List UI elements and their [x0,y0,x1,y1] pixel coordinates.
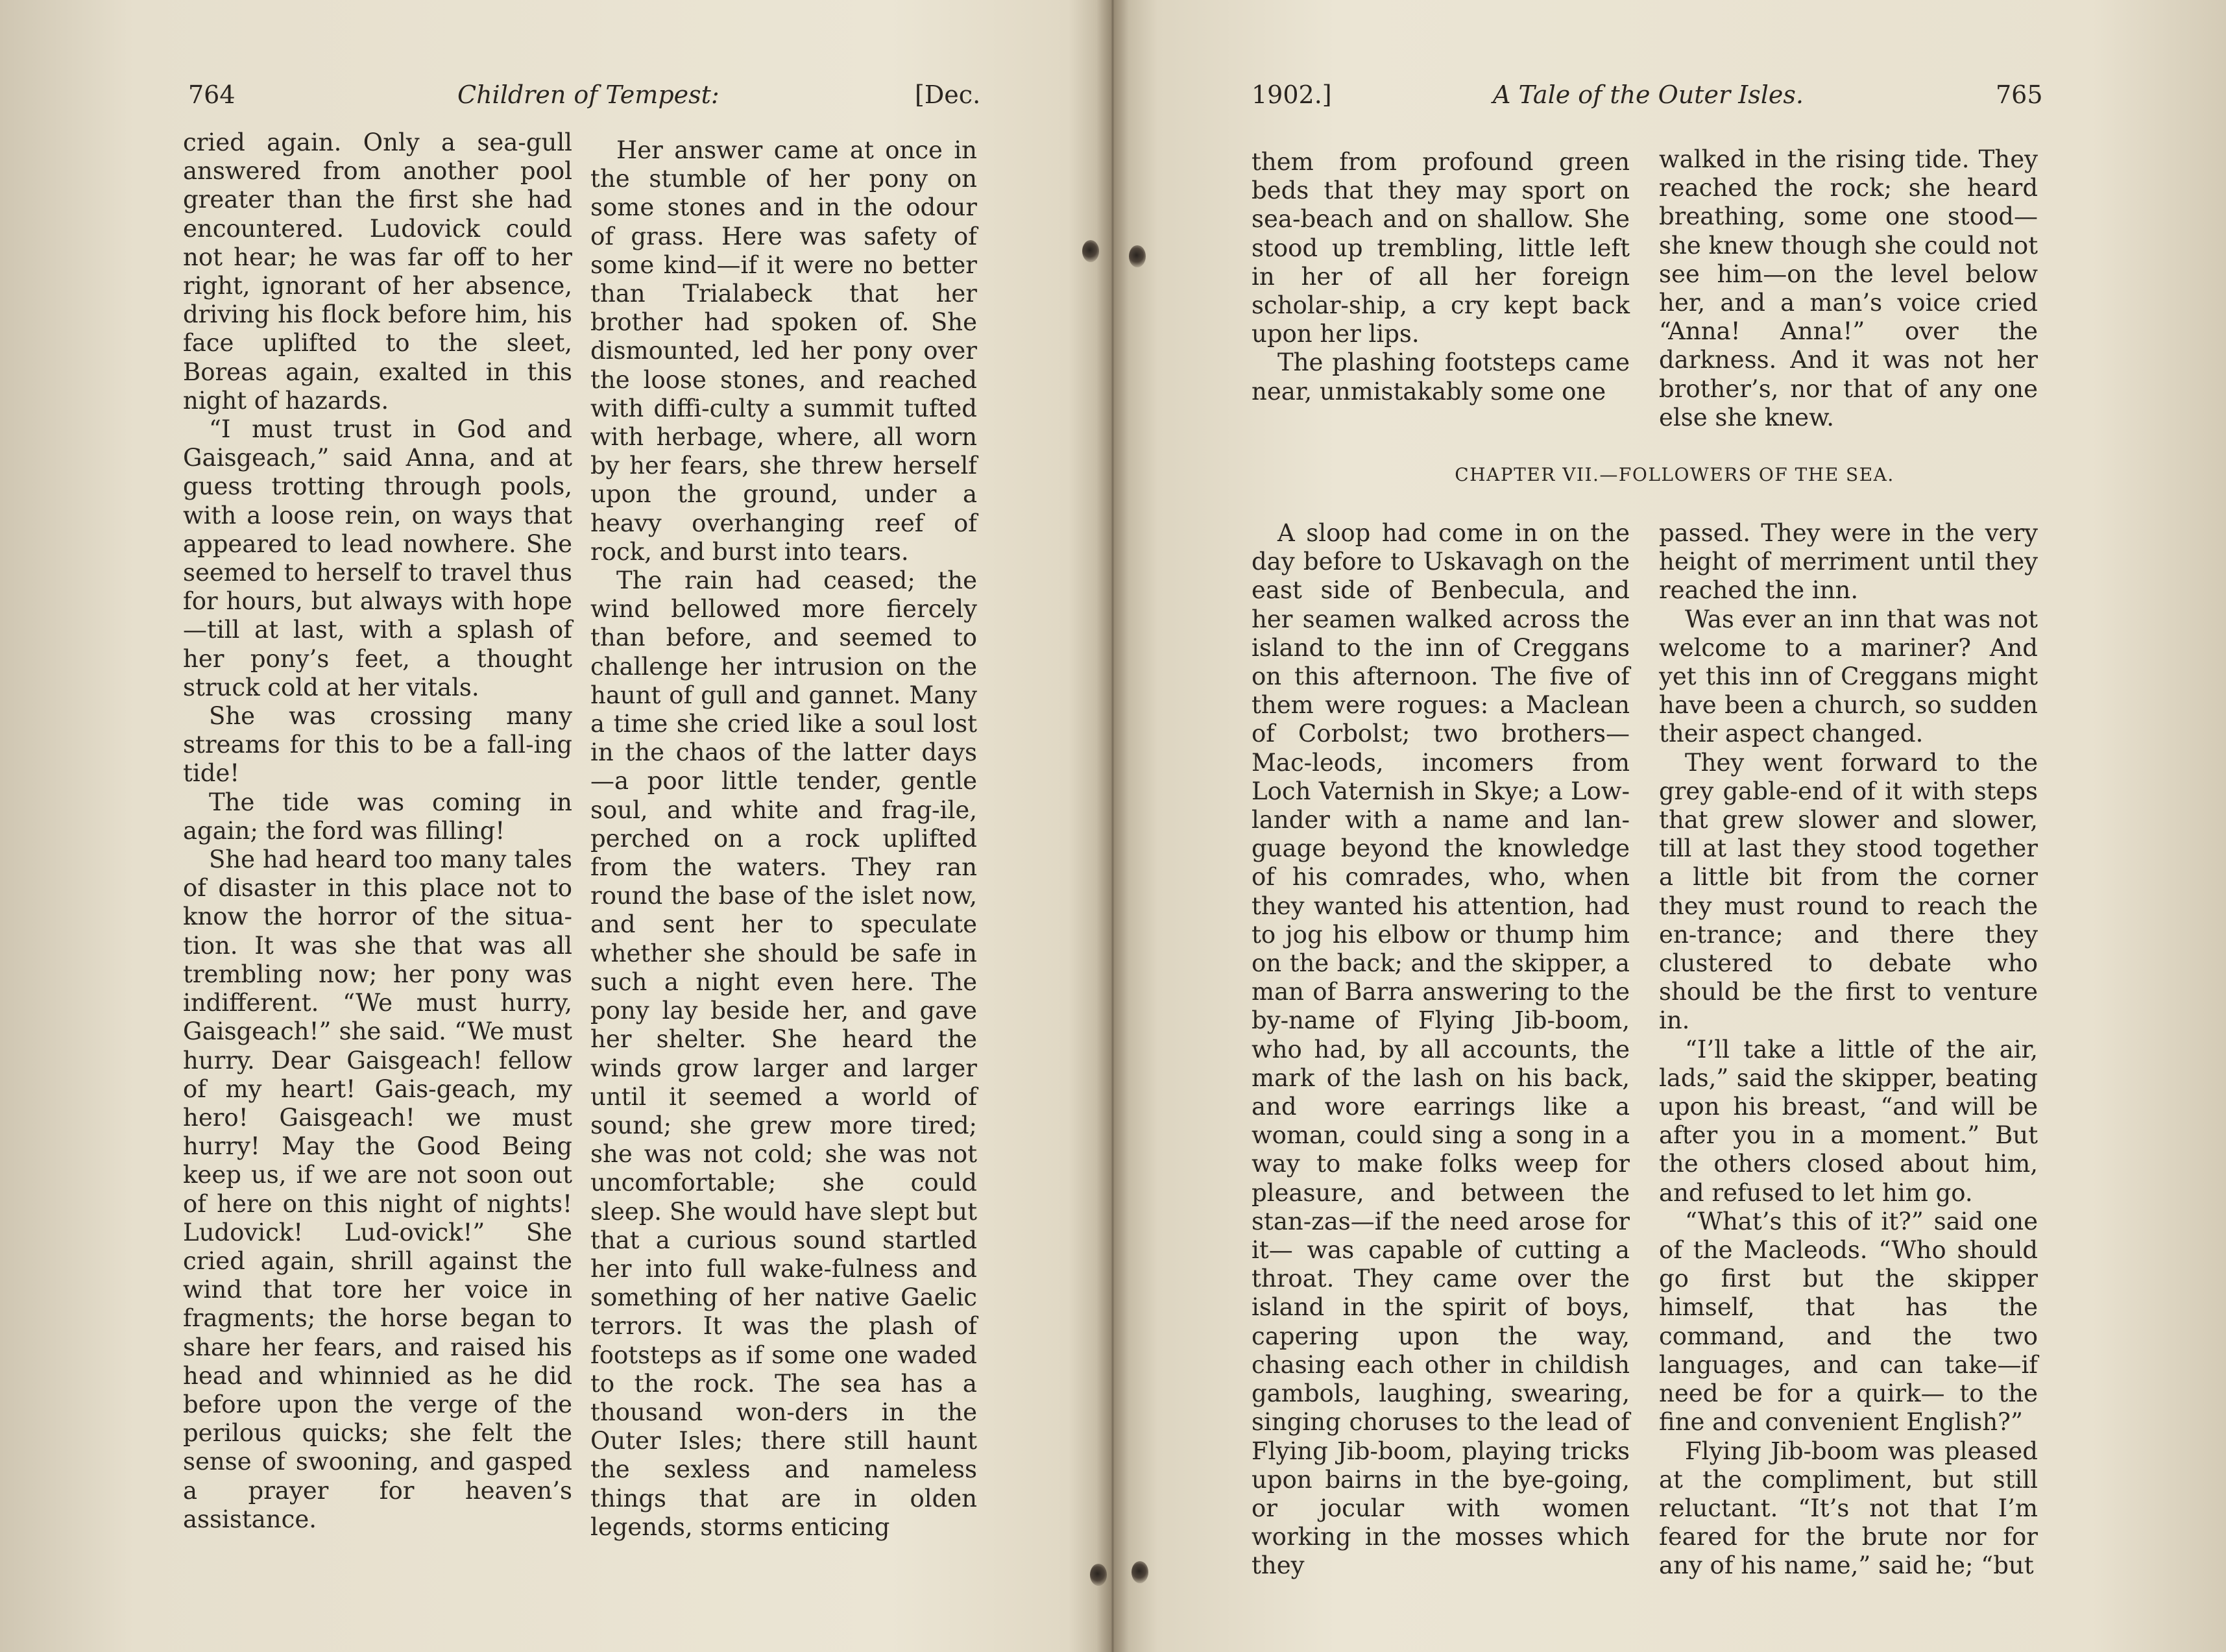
right-page [1123,0,2226,1652]
left-column-2 [590,136,977,1564]
paragraph: “What’s this of it?” said one of the Macleods. “Who should go first but the skipper himself, that has the command, and the two languages, and can take—if need be for a quirk— to the fine and convenient English?” [1659,1207,2038,1437]
left-running-date: [Dec. [915,80,981,109]
paragraph: She had heard too many tales of disaster in this place not to know the horror of the situa-tion. It was she that was all trembling now; her pony was indifferent. “We must hurry, Gaisgeach!” she said. “We must hurry. Dear Gaisgeach! fellow of my heart! Gais-geach, my hero! Gaisgeach! we must hurry! May the Good Being keep us, if we are not soon out of here on this night of nights! Ludovick! Lud-ovick!” She cried again, shrill against the wind that tore her voice in fragments; the horse began to share her fears, and raised his head and whinnied as he did before upon the verge of the perilous quicks; she felt the sense of swooning, and gasped a prayer for heaven’s assistance. [183,845,572,1533]
paragraph: Was ever an inn that was not welcome to a mariner? And yet this inn of Creggans might have been a church, so sudden their aspect changed. [1659,605,2038,748]
paragraph: The plashing footsteps came near, unmistakably some one [1252,348,1630,406]
right-top-column-1 [1252,148,1630,407]
paragraph: cried again. Only a sea-gull answered from another pool greater than the first she had encountered. Ludovick could not hear; he was far off to her right, ignorant of her absence, driving his flock before him, his face uplifted to the sleet, Boreas again, exalted in this night of hazards. [183,128,572,415]
paragraph: She was crossing many streams for this to be a fall-ing tide! [183,702,572,788]
right-running-header [1123,77,2226,113]
paragraph: passed. They were in the very height of merriment until they reached the inn. [1659,519,2038,605]
paragraph: The rain had ceased; the wind bellowed more fiercely than before, and seemed to challenge her intrusion on the haunt of gull and gannet. Many a time she cried like a soul lost in the chaos of the latter days—a poor little tender, gentle soul, and white and frag-ile, perched on a rock uplifted from the waters. They ran round the base of the islet now, and sent her to speculate whether she should be safe in such a night even here. The pony lay beside her, and gave her shelter. She heard the winds grow larger and larger until it seemed a world of sound; she grew more tired; she was not cold; she was not uncomfortable; she could sleep. She would have slept but that a curious sound startled her into full wake-fulness and something of her native Gaelic terrors. It was the plash of footsteps as if some one waded to the rock. The sea has a thousand won-ders in the Outer Isles; there still haunt the sexless and nameless things that are in olden legends, storms enticing [590,566,977,1541]
right-running-date: 1902.] [1252,80,1332,109]
left-page [0,0,1103,1652]
left-page-number: 764 [188,80,236,109]
paragraph: Her answer came at once in the stumble of her pony on some stones and in the odour of grass. Here was safety of some kind—if it were no better than Trialabeck that her brother had spoken of. She dismounted, led her pony over the loose stones, and reached with diffi-culty a summit tufted with herbage, where, all worn by her fears, she threw herself upon the ground, under a heavy overhanging reef of rock, and burst into tears. [590,136,977,566]
paragraph: “I must trust in God and Gaisgeach,” said Anna, and at guess trotting through pools, with a loose rein, on ways that appeared to lead nowhere. She seemed to herself to travel thus for hours, but always with hope —till at last, with a splash of her pony’s feet, a thought struck cold at her vitals. [183,415,572,701]
paragraph: them from profound green beds that they may sport on sea-beach and on shallow. She stood up trembling, little left in her of all her foreign scholar-ship, a cry kept back upon her lips. [1252,148,1630,348]
binding-hole [1090,1564,1107,1586]
paragraph: The tide was coming in again; the ford was filling! [183,788,572,845]
right-running-title: A Tale of the Outer Isles. [1493,80,1804,109]
paragraph: A sloop had come in on the day before to Uskavagh on the east side of Benbecula, and her seamen walked across the island to the inn of Creggans on this afternoon. The five of them were rogues: a Maclean of Corbolst; two brothers—Mac-leods, incomers from Loch Vaternish in Skye; a Low-lander with a name and lan-guage beyond the knowledge of his comrades, who, when they wanted his attention, had to jog his elbow or thump him on the back; and the skipper, a man of Barra answering to the by-name of Flying Jib-boom, who had, by all accounts, the mark of the lash on his back, and wore earrings like a woman, could sing a song in a way to make folks weep for pleasure, and between the stan-zas—if the need arose for it— was capable of cutting a throat. They came over the island in the spirit of boys, capering upon the way, chasing each other in childish gambols, laughing, swearing, singing choruses to the lead of Flying Jib-boom, playing tricks upon bairns in the bye-going, or jocular with women working in the mosses which they [1252,519,1630,1580]
chapter-heading: CHAPTER VII.—FOLLOWERS OF THE SEA. [1455,464,1894,485]
right-page-number: 765 [1996,80,2043,109]
right-column-1 [1252,519,1630,1580]
right-top-column-2 [1659,145,2038,431]
left-column-1 [183,128,572,1556]
left-running-header [0,77,1103,113]
paragraph: walked in the rising tide. They reached the rock; she heard breathing, some one stood— she knew though she could not see him—on the level below her, and a man’s voice cried “Anna! Anna!” over the darkness. And it was not her brother’s, nor that of any one else she knew. [1659,145,2038,431]
paragraph: Flying Jib-boom was pleased at the compliment, but still reluctant. “It’s not that I’m feared for the brute nor for any of his name,” said he; “but [1659,1437,2038,1580]
binding-hole [1082,240,1099,262]
right-column-2 [1659,519,2038,1580]
paragraph: “I’ll take a little of the air, lads,” said the skipper, beating upon his breast, “and will be after you in a moment.” But the others closed about him, and refused to let him go. [1659,1035,2038,1207]
paragraph: They went forward to the grey gable-end of it with steps that grew slower and slower, till at last they stood together a little bit from the corner they must round to reach the en-trance; and there they clustered to debate who should be the first to venture in. [1659,748,2038,1035]
left-running-title: Children of Tempest: [457,80,720,109]
